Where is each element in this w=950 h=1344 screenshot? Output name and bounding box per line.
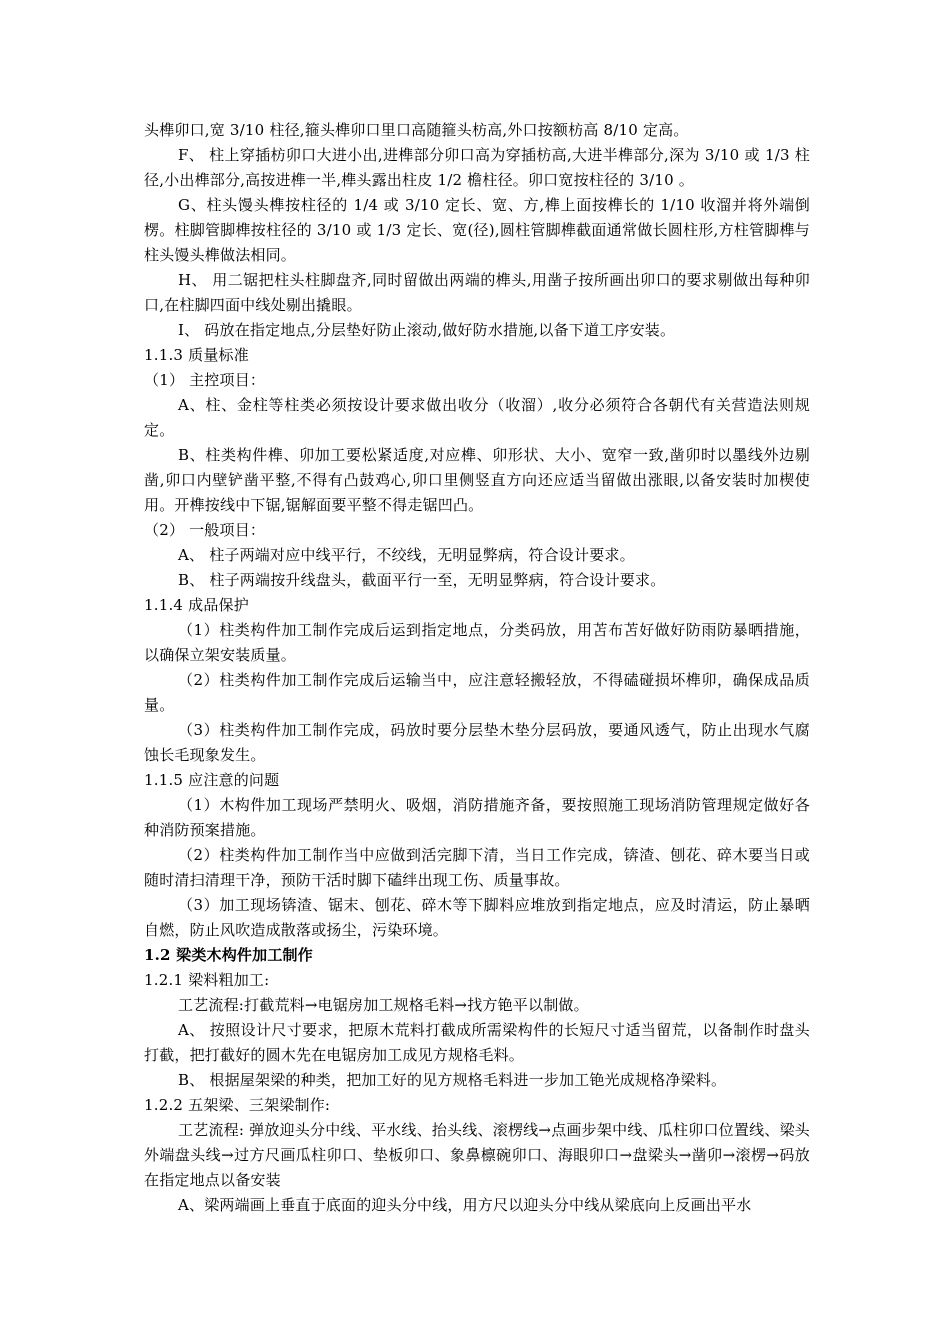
paragraph-text: A、 柱子两端对应中线平行，不绞线，无明显弊病，符合设计要求。 (178, 546, 635, 564)
section-heading-1-1-5: 1.1.5 应注意的问题 (144, 771, 280, 789)
paragraph-i: I、 码放在指定地点,分层垫好防止滚动,做好防水措施,以备下道工序安装。 (178, 321, 676, 339)
section-heading-1-1-3: 1.1.3 质量标准 (144, 346, 249, 364)
paragraph-text: （2）柱类构件加工制作完成后运输当中，应注意轻搬轻放，不得磕碰损坏榫卯，确保成品质量。 (144, 671, 810, 714)
paragraph-text: B、柱类构件榫、卯加工要松紧适度,对应榫、卯形状、大小、宽窄一致,凿卯时以墨线外边剔凿,卯口内壁铲凿平整,不得有凸鼓鸡心,卯口里侧竖直方向还应适当留做出涨眼,以备安装时加楔使用。开榫按线中下锯,锯解面要平整不得走锯凹凸。 (144, 446, 810, 514)
paragraph-text: （3）加工现场锛渣、锯末、刨花、碎木等下脚料应堆放到指定地点，应及时清运，防止暴晒自燃，防止风吹造成散落或扬尘，污染环境。 (144, 896, 810, 939)
document-body (144, 118, 810, 1218)
paragraph-text: （3）柱类构件加工制作完成，码放时要分层垫木垫分层码放，要通风透气，防止出现水气腐蚀长毛现象发生。 (144, 721, 810, 764)
paragraph-text: 工艺流程:打截荒料→电锯房加工规格毛料→找方铯平以制做。 (178, 996, 589, 1014)
paragraph-h: H、 用二锯把柱头柱脚盘齐,同时留做出两端的榫头,用凿子按所画出卯口的要求剔做出每种卯口,在柱脚四面中线处剔出撬眼。 (144, 271, 810, 314)
paragraph-text: （2）柱类构件加工制作当中应做到活完脚下清，当日工作完成，锛渣、刨花、碎木要当日或随时清扫清理干净，预防干活时脚下磕绊出现工伤、质量事故。 (144, 846, 810, 889)
chapter-heading-1-2: 1.2 梁类木构件加工制作 (144, 946, 313, 964)
subheading-general-items: （2） 一般项目： (144, 521, 266, 539)
paragraph-text: A、柱、金柱等柱类必须按设计要求做出收分（收溜）,收分必须符合各朝代有关营造法则规定。 (144, 396, 810, 439)
section-heading-1-1-4: 1.1.4 成品保护 (144, 596, 249, 614)
paragraph-text: 工艺流程: 弹放迎头分中线、平水线、抬头线、滚楞线→点画步架中线、瓜柱卯口位置线、梁头外端盘头线→过方尺画瓜柱卯口、垫板卯口、象鼻檩碗卯口、海眼卯口→盘梁头→凿卯→滚楞→码放在指定地点以备安装 (144, 1121, 810, 1189)
section-heading-1-2-2: 1.2.2 五架梁、三架梁制作: (144, 1096, 331, 1114)
paragraph-text: B、 根据屋架梁的种类，把加工好的见方规格毛料进一步加工铯光成规格净梁料。 (178, 1071, 727, 1089)
paragraph-f: F、 柱上穿插枋卯口大进小出,进榫部分卯口高为穿插枋高,大进半榫部分,深为 3/10 或 1/3 柱径,小出榫部分,高按进榫一半,榫头露出柱皮 1/2 檐柱径。卯口宽按柱径的 3/10 。 (144, 146, 810, 189)
section-heading-1-2-1: 1.2.1 梁料粗加工: (144, 971, 270, 989)
paragraph-text: A、梁两端画上垂直于底面的迎头分中线，用方尺以迎头分中线从梁底向上反画出平水 (178, 1196, 752, 1214)
subheading-main-items: （1） 主控项目： (144, 371, 266, 389)
paragraph-text: （1）柱类构件加工制作完成后运到指定地点，分类码放，用苫布苫好做好防雨防暴晒措施，以确保立架安装质量。 (144, 621, 810, 664)
paragraph-text: 头榫卯口,宽 3/10 柱径,箍头榫卯口里口高随箍头枋高,外口按额枋高 8/10 定高。 (144, 121, 689, 139)
paragraph-g: G、柱头馒头榫按柱径的 1/4 或 3/10 定长、宽、方,榫上面按榫长的 1/10 收溜并将外端倒楞。柱脚管脚榫按柱径的 3/10 或 1/3 定长、宽(径),圆柱管脚榫截面通常做长圆柱形,方柱管脚榫与柱头馒头榫做法相同。 (144, 196, 810, 264)
paragraph-text: （1）木构件加工现场严禁明火、吸烟，消防措施齐备，要按照施工现场消防管理规定做好各种消防预案措施。 (144, 796, 810, 839)
paragraph-text: B、 柱子两端按升线盘头，截面平行一至，无明显弊病，符合设计要求。 (178, 571, 666, 589)
paragraph-text: A、 按照设计尺寸要求，把原木荒料打截成所需梁构件的长短尺寸适当留荒，以备制作时盘头打截，把打截好的圆木先在电锯房加工成见方规格毛料。 (144, 1021, 810, 1064)
